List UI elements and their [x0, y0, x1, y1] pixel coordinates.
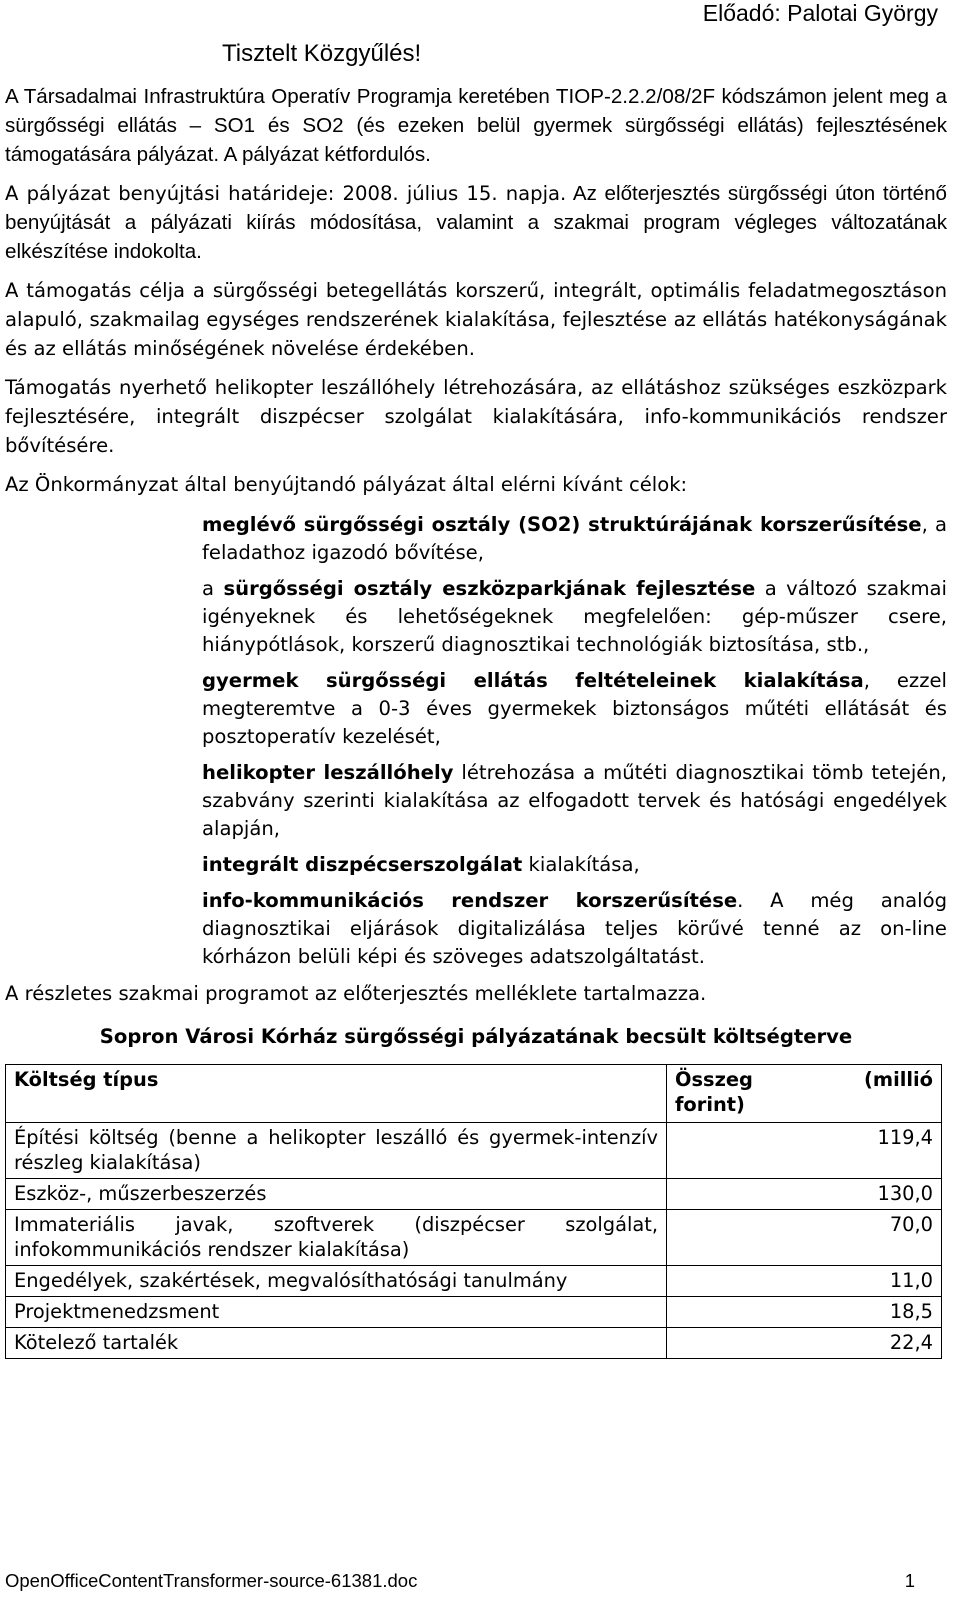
- cost-name-cell: Projektmenedzsment: [6, 1297, 667, 1328]
- urgency-reason-text: Az előterjesztés sürgősségi úton történő benyújtását a pályázati kiírás módosítása, valamint a szakmai program végleges változatának elkészítése indokolta.: [5, 182, 947, 263]
- paragraph-deadline: [5, 179, 947, 266]
- cost-name-cell: Kötelező tartalék: [6, 1328, 667, 1359]
- header-amount-c: forint): [675, 1093, 745, 1116]
- goal-bold: info-kommunikációs rendszer korszerűsítése: [202, 889, 738, 912]
- header-amount-b: (millió: [864, 1068, 933, 1091]
- document-body: [5, 82, 947, 1359]
- goal-rest: kialakítása,: [522, 853, 640, 876]
- table-row: [6, 1266, 942, 1297]
- cost-value-cell: 22,4: [667, 1328, 942, 1359]
- goal-rest: létrehozása a műtéti diagnosztikai tömb tetején, szabvány szerinti kialakítása az elfogadott tervek és hatósági engedélyek alapján,: [202, 761, 947, 840]
- header-amount-a: Összeg: [675, 1068, 753, 1091]
- footer-filename: OpenOfficeContentTransformer-source-61381.doc: [5, 1570, 418, 1591]
- cost-value-cell: 11,0: [667, 1266, 942, 1297]
- cost-value-cell: 18,5: [667, 1297, 942, 1328]
- table-row: [6, 1123, 942, 1179]
- paragraph-eligible: Támogatás nyerhető helikopter leszállóhely létrehozására, az ellátáshoz szükséges eszközpark fejlesztésére, integrált diszpécser szolgálat kialakítására, info-kommunikációs rendszer bővítésére.: [5, 376, 947, 457]
- cost-table: [5, 1064, 942, 1359]
- cost-value-cell: 70,0: [667, 1210, 942, 1266]
- goals-list: [202, 511, 947, 971]
- goal-item: [202, 759, 947, 843]
- goal-bold: helikopter leszállóhely: [202, 761, 454, 784]
- goal-rest: a változó szakmai igényeknek és lehetőségeknek megfelelően: gép-műszer csere, hiánypótlások, korszerű diagnosztikai technológiák biztosítása, stb.,: [202, 577, 947, 656]
- goal-bold: gyermek sürgősségi ellátás feltételeinek kialakítása: [202, 669, 864, 692]
- goal-item: [202, 851, 947, 879]
- goal-item: [202, 575, 947, 659]
- goal-item: [202, 511, 947, 567]
- cost-value-cell: 119,4: [667, 1123, 942, 1179]
- goal-bold: meglévő sürgősségi osztály (SO2) struktúrájának korszerűsítése: [202, 513, 922, 536]
- goal-bold: integrált diszpécserszolgálat: [202, 853, 523, 876]
- cost-name-cell: Építési költség (benne a helikopter leszálló és gyermek-intenzív részleg kialakítása): [6, 1123, 667, 1179]
- cost-name-cell: Immateriális javak, szoftverek (diszpécser szolgálat, infokommunikációs rendszer kialakítása): [6, 1210, 667, 1266]
- deadline-text: A pályázat benyújtási határideje: 2008. július 15. napja.: [5, 182, 567, 205]
- presenter-line: Előadó: Palotai György: [702, 0, 938, 26]
- header-type-cell: Költség típus: [6, 1065, 667, 1123]
- paragraph-targets-intro: Az Önkormányzat által benyújtandó pályázat által elérni kívánt célok:: [5, 473, 688, 496]
- goal-item: [202, 667, 947, 751]
- salutation: Tisztelt Közgyűlés!: [222, 40, 422, 67]
- paragraph-goal: A támogatás célja a sürgősségi betegellátás korszerű, integrált, optimális feladatmegosztáson alapuló, szakmailag egységes rendszerének kialakítása, fejlesztése az ellátás hatékonyságának és az ellátás minőségének növelése érdekében.: [5, 279, 947, 360]
- goal-rest: , ezzel megteremtve a 0-3 éves gyermekek biztonságos műtéti ellátását és posztoperatív kezelését,: [202, 669, 947, 748]
- header-amount-cell: [667, 1065, 942, 1123]
- cost-value-cell: 130,0: [667, 1179, 942, 1210]
- table-row: [6, 1328, 942, 1359]
- table-row: [6, 1179, 942, 1210]
- paragraph-intro: A Társadalmai Infrastruktúra Operatív Programja keretében TIOP-2.2.2/08/2F kódszámon jelent meg a sürgősségi ellátás – SO1 és SO2 (és ezeken belül gyermek sürgősségi ellátás) fejlesztésének támogatására pályázat. A pályázat kétfordulós.: [5, 85, 947, 166]
- cost-name-cell: Eszköz-, műszerbeszerzés: [6, 1179, 667, 1210]
- goal-rest: , a feladathoz igazodó bővítése,: [202, 513, 947, 564]
- table-caption: Sopron Városi Kórház sürgősségi pályázatának becsült költségterve: [99, 1025, 853, 1048]
- cost-name-cell: Engedélyek, szakértések, megvalósíthatósági tanulmány: [6, 1266, 667, 1297]
- table-row: [6, 1210, 942, 1266]
- footer-page-number: 1: [904, 1570, 915, 1591]
- goal-item: [202, 887, 947, 971]
- goal-rest: . A még analóg diagnosztikai eljárások digitalizálása teljes körűvé tenné az on-line kórházon belüli képi és szöveges adatszolgáltatást.: [202, 889, 947, 968]
- goal-bold: sürgősségi osztály eszközparkjának fejlesztése: [223, 577, 756, 600]
- paragraph-attachment: A részletes szakmai programot az előterjesztés melléklete tartalmazza.: [5, 982, 707, 1005]
- table-row: [6, 1297, 942, 1328]
- table-header-row: [6, 1065, 942, 1123]
- goal-pre: a: [202, 577, 224, 600]
